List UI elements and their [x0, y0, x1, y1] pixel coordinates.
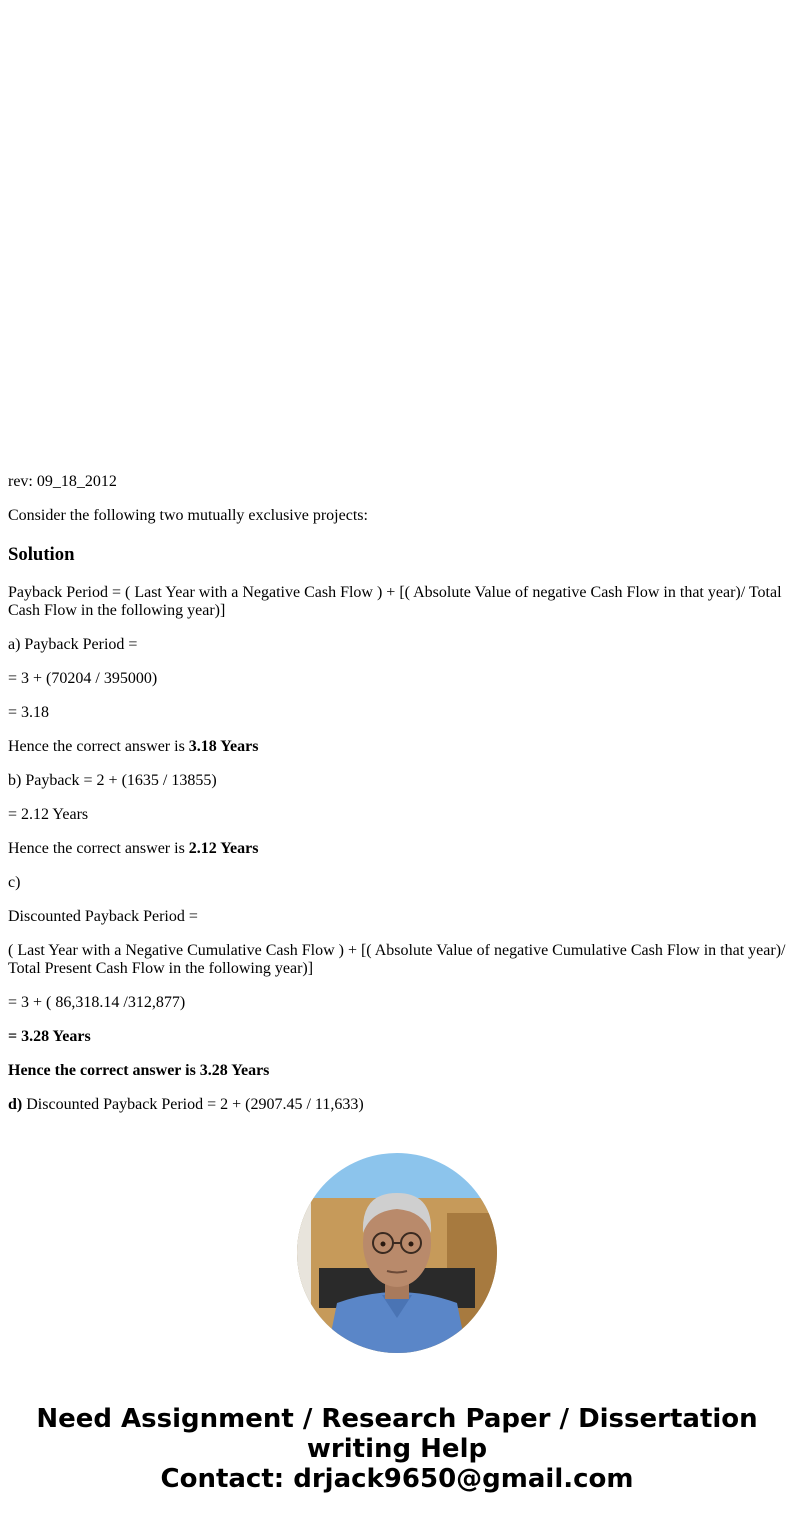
part-c-label: c) [8, 874, 21, 891]
part-d-label: d) [8, 1096, 23, 1113]
part-b-calculation: b) Payback = 2 + (1635 / 13855) [8, 772, 217, 789]
part-a-answer-prefix: Hence the correct answer is [8, 738, 189, 755]
part-b-answer-value: 2.12 Years [188, 840, 259, 857]
part-c-calculation: = 3 + ( 86,318.14 /312,877) [8, 994, 186, 1011]
part-d [8, 1096, 786, 1114]
part-c-formula: ( Last Year with a Negative Cumulative Cash Flow ) + [( Absolute Value of negative Cumulative Cash Flow in that year)/ Total Present Cash Flow in the following year)] [8, 942, 786, 977]
part-c-title: Discounted Payback Period = [8, 908, 198, 925]
left-eye [381, 1242, 386, 1247]
revision-label: rev: 09_18_2012 [8, 473, 117, 490]
help-banner: Need Assignment / Research Paper / Dissertation writing Help [36, 1404, 758, 1464]
part-a-result: = 3.18 [8, 704, 50, 721]
part-b-result: = 2.12 Years [8, 806, 89, 823]
solution-heading: Solution [8, 544, 75, 565]
right-eye [409, 1242, 414, 1247]
contact-footer [0, 1404, 794, 1494]
part-a-label: a) Payback Period = [8, 636, 138, 653]
part-b-answer-prefix: Hence the correct answer is [8, 840, 189, 857]
wall-panel [297, 1198, 311, 1353]
avatar [297, 1153, 497, 1353]
question-intro: Consider the following two mutually exclusive projects: [8, 507, 368, 524]
part-a-answer-value: 3.18 Years [188, 738, 259, 755]
part-c-answer [8, 1062, 786, 1080]
document-body [8, 473, 786, 1130]
part-c-result [8, 1028, 786, 1046]
payback-formula: Payback Period = ( Last Year with a Negative Cash Flow ) + [( Absolute Value of negative Cash Flow in that year)/ Total Cash Flow in the following year)] [8, 584, 782, 619]
part-a-calculation: = 3 + (70204 / 395000) [8, 670, 158, 687]
part-b-answer [8, 840, 786, 858]
part-d-calculation: Discounted Payback Period = 2 + (2907.45 / 11,633) [22, 1096, 364, 1113]
contact-email: Contact: drjack9650@gmail.com [160, 1464, 634, 1494]
part-c-answer-value: Hence the correct answer is 3.28 Years [8, 1062, 270, 1079]
part-a-answer [8, 738, 786, 756]
part-c-result-value: = 3.28 Years [8, 1028, 91, 1045]
tutor-portrait-image [297, 1153, 497, 1353]
